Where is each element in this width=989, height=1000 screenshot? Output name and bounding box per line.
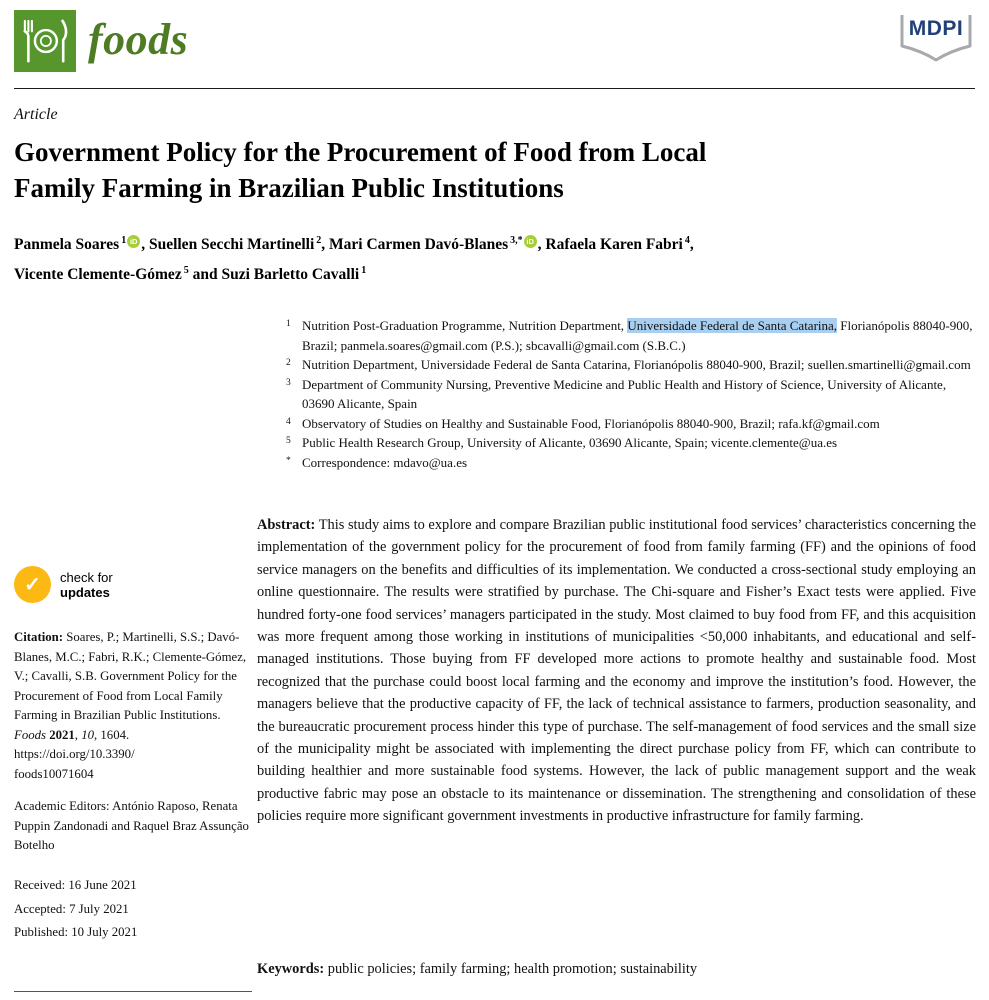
affiliation-marker: 1 xyxy=(286,319,291,329)
abstract-text: This study aims to explore and compare Brazilian public institutional food services’ characteristics concerning the implementation of the government policy for the procurement of food from family farming (FF) and the opinions of food service managers on the benefits and difficulties of its implementation. We conducted a cross-sectional study employing an online questionnaire. The results were stratified by purchase. The Chi-square and Fisher’s Exact tests were applied. Five hundred forty-one food services’ managers participated in the study. Most claimed to buy food from FF, and this acquisition was more frequent among those working in institutions of municipalities <50,000 inhabitants, and educational and self-managed institutions. Those buying from FF developed more actions to promote healthy and sustainable food. Most recognized that the purchase could boost local farming and the economy and improve the institution’s food. However, the managers believe that the productive capacity of FF, the lack of technical assistance to farmers, production seasonality, and the bureaucratic procurement process hinder this type of purchase. The self-management of food services and the small size of the municipality might be associated with implementing the direct purchase policy from FF, which can contribute to building healthier and more sustainable food systems. However, the lack of public management support and the weak productive fabric may pose an obstacle to its maintenance or dissemination. The strengthening and consolidation of these policies require more significant government investments in productive infrastructure for family farming. xyxy=(257,517,977,825)
citation-journal: Foods xyxy=(14,727,50,742)
author-separator: , xyxy=(141,236,149,253)
citation-block: Citation: Soares, P.; Martinelli, S.S.; Davó-Blanes, M.C.; Fabri, R.K.; Clemente-Gómez, V.; Cavalli, S.B. Government Policy for the Procurement of Food from Local Family Farming in Brazilian Public Institutions. Foods 2021, 10, 1604. https://doi.org/10.3390/ foods10071604 xyxy=(14,630,247,781)
keywords xyxy=(257,958,976,980)
author-affil-sup: 4 xyxy=(684,235,690,246)
citation-body: Soares, P.; Martinelli, S.S.; Davó-Blanes, M.C.; Fabri, R.K.; Clemente-Gómez, V.; Cavalli, S.B. Government Policy for the Procurement of Food from Local Family Farming in Brazilian Public Institutions. xyxy=(14,630,247,722)
affiliation-text: Nutrition Post-Graduation Programme, Nutrition Department, Universidade Federal de Santa Catarina, Florianópolis 88040-900, Brazil; panmela.soares@gmail.com (P.S.); sbcavalli@gmail.com (S.B.C.) xyxy=(302,318,973,353)
check-for-updates-badge[interactable] xyxy=(14,566,113,603)
fork-plate-knife-icon xyxy=(17,13,73,69)
author-name: Mari Carmen Davó-Blanes xyxy=(329,236,509,253)
author-name: Suellen Secchi Martinelli xyxy=(148,236,315,253)
citation-pages: , 1604. xyxy=(94,727,130,742)
author xyxy=(149,236,329,253)
keywords-label: Keywords: xyxy=(257,961,325,977)
author-affil-sup: 5 xyxy=(183,265,189,276)
affiliation-marker: * xyxy=(286,455,291,466)
keywords-text: public policies; family farming; health promotion; sustainability xyxy=(327,961,698,977)
affiliation-marker: 5 xyxy=(286,436,291,446)
affiliation-row xyxy=(286,453,976,473)
author-affil-sup: 1 xyxy=(121,235,127,246)
affiliation-row xyxy=(286,433,976,453)
academic-editors: Academic Editors: António Raposo, Renata Puppin Zandonadi and Raquel Braz Assunção Botelho xyxy=(14,799,249,852)
affiliation-row xyxy=(286,414,976,434)
check-for-updates-label: check for updates xyxy=(60,569,113,600)
citation-label: Citation: xyxy=(14,630,64,644)
author-affil-sup: 2 xyxy=(316,235,322,246)
article-title: Government Policy for the Procurement of Food from Local Family Farming in Brazilian Public Institutions xyxy=(14,137,707,203)
header-divider xyxy=(14,88,975,89)
author xyxy=(14,236,149,253)
doi-link[interactable]: https://doi.org/10.3390/ foods10071604 xyxy=(14,747,135,781)
affiliation-row xyxy=(286,355,976,375)
sidebar-bottom-divider xyxy=(14,991,252,992)
affiliation-text: Nutrition Department, Universidade Federal de Santa Catarina, Florianópolis 88040-900, Brazil; suellen.smartinelli@gmail.com xyxy=(302,357,971,372)
author-affil-sup: 1 xyxy=(361,265,367,276)
affiliation-row xyxy=(286,316,976,355)
author-name: Suzi Barletto Cavalli xyxy=(221,266,360,283)
dates-block xyxy=(14,878,254,949)
affiliation-row xyxy=(286,375,976,414)
affiliation-text: Department of Community Nursing, Preventive Medicine and Public Health and History of Science, University of Alicante, 03690 Alicante, Spain xyxy=(302,376,947,411)
author-separator: , xyxy=(537,236,546,253)
affiliation-text: Public Health Research Group, University of Alicante, 03690 Alicante, Spain; vicente.clemente@ua.es xyxy=(302,435,838,450)
citation-volume: 10 xyxy=(81,727,94,742)
published-date: Published: 10 July 2021 xyxy=(14,925,138,939)
journal-name: foods xyxy=(88,15,189,64)
abstract-label: Abstract: xyxy=(257,517,316,533)
author-separator: , xyxy=(689,236,694,253)
orcid-icon[interactable]: iD xyxy=(524,235,537,248)
author-affil-sup: 3,* xyxy=(510,235,523,246)
foods-logo xyxy=(14,10,76,72)
selected-text-highlight: Universidade Federal de Santa Catarina, xyxy=(627,318,838,333)
affiliation-marker: 4 xyxy=(286,416,291,427)
article-type-label: Article xyxy=(14,106,58,123)
author-separator: , xyxy=(321,236,330,253)
mdpi-wordmark: MDPI xyxy=(908,17,964,40)
check-icon: ✓ xyxy=(14,566,51,603)
affiliation-text: Observatory of Studies on Healthy and Sustainable Food, Florianópolis 88040-900, Brazil; rafa.kf@gmail.com xyxy=(302,415,880,431)
abstract xyxy=(257,514,976,828)
author-name: Panmela Soares xyxy=(14,236,120,253)
mdpi-logo xyxy=(897,12,975,64)
author xyxy=(545,236,693,253)
citation-year: 2021 xyxy=(49,727,75,742)
affiliations-list xyxy=(286,316,976,472)
accepted-date: Accepted: 7 July 2021 xyxy=(14,901,129,916)
correspondence-text: Correspondence: mdavo@ua.es xyxy=(302,454,468,470)
author-name: Rafaela Karen Fabri xyxy=(545,236,683,253)
author xyxy=(14,266,221,283)
affiliation-marker: 2 xyxy=(286,358,291,368)
author xyxy=(329,236,545,253)
orcid-icon[interactable]: iD xyxy=(127,235,140,248)
author xyxy=(221,266,366,283)
author-separator: and xyxy=(188,266,222,283)
author-name: Vicente Clemente-Gómez xyxy=(14,266,182,283)
authors-line xyxy=(14,228,974,288)
received-date: Received: 16 June 2021 xyxy=(14,878,137,892)
affiliation-marker: 3 xyxy=(286,377,291,388)
